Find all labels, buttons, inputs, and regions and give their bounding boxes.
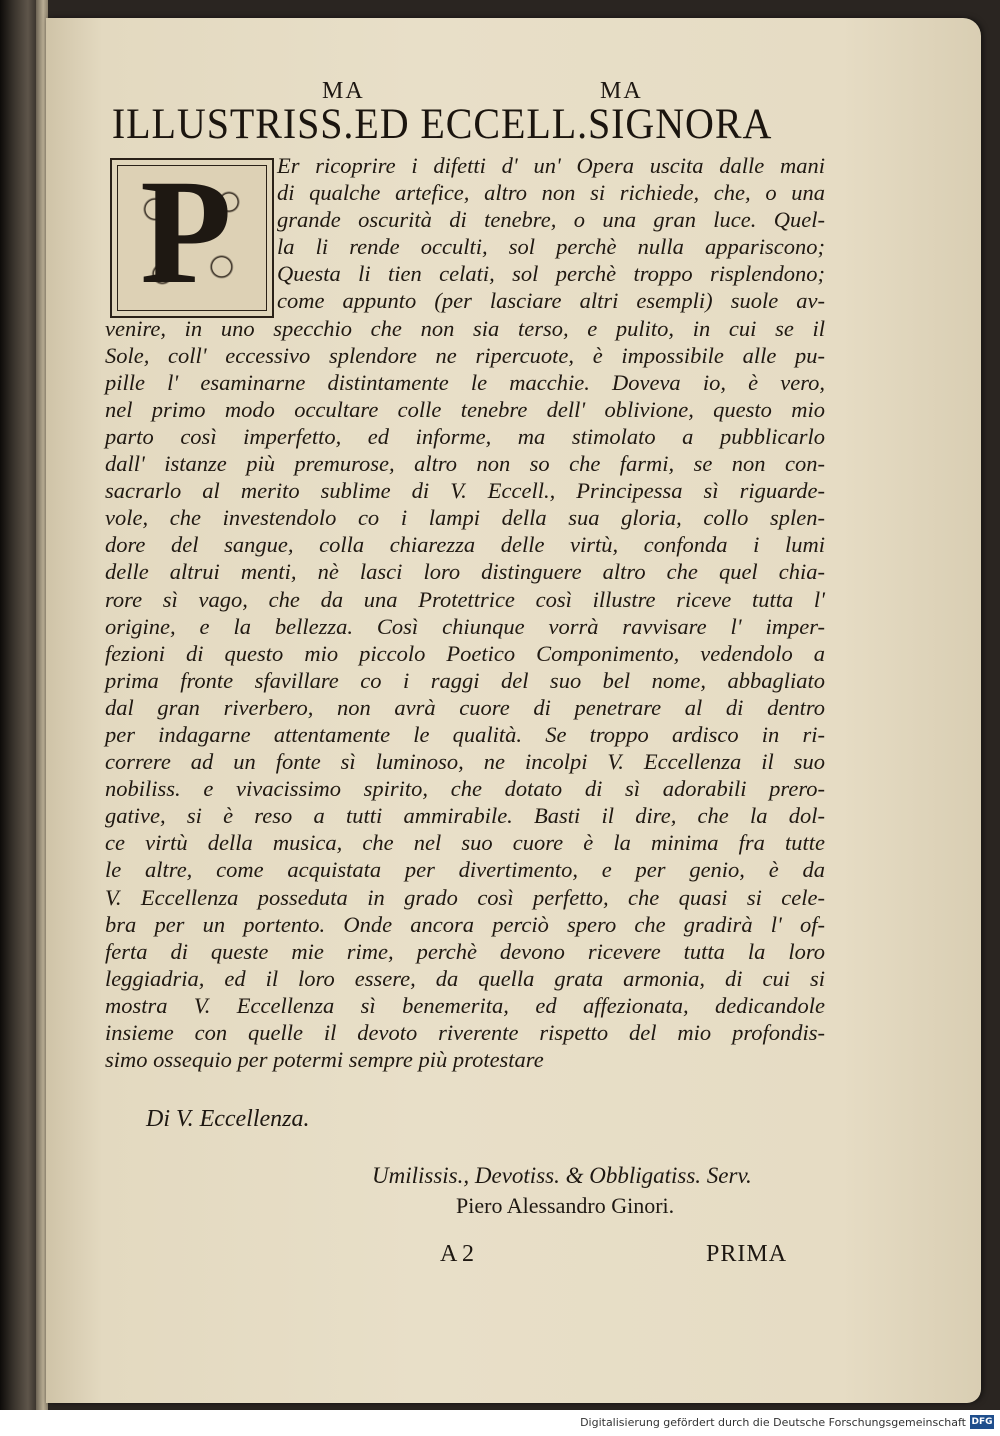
text-line: rore sì vago, che da una Protettrice così illustre riceve tutta l': [105, 586, 825, 612]
dfg-logo: DFG: [971, 1417, 993, 1427]
text-line: correre ad un fonte sì luminoso, ne incolpi V. Eccellenza il suo: [105, 749, 825, 775]
text-line: le altre, come acquistata per divertimento, e per genio, è da: [105, 857, 825, 883]
text-line: ce virtù della musica, che nel suo cuore è la minima fra tutte: [105, 830, 825, 856]
text-line: bra per un portento. Onde ancora perciò spero che gradirà l' of-: [105, 911, 825, 937]
text-line: di qualche artefice, altro non si richiede, che, o una: [277, 180, 825, 206]
signature-name: Piero Alessandro Ginori.: [456, 1193, 675, 1218]
page-title: ILLUSTRISS.ED ECCELL.SIGNORA: [111, 101, 773, 148]
text-line: nel primo modo occultare colle tenebre dell' oblivione, questo mio: [105, 396, 825, 422]
text-line: V. Eccellenza posseduta in grado così perfetto, che quasi si cele-: [105, 884, 825, 910]
text-line: per indagarne attentamente le qualità. Se troppo ardisco in ri-: [105, 721, 825, 747]
text-line: delle altrui menti, nè lasci loro distinguere altro che quel chia-: [105, 559, 825, 585]
text-line: prima fronte sfavillare co i raggi del suo bel nome, abbagliato: [105, 667, 825, 693]
text-line: venire, in uno specchio che non sia terso, e pulito, in cui se il: [105, 315, 825, 341]
text-line: gative, si è reso a tutti ammirabile. Basti il dire, che la dol-: [105, 803, 825, 829]
text-line: insieme con quelle il devoto riverente rispetto del mio profondis-: [105, 1020, 825, 1045]
funding-credit: Digitalisierung gefördert durch die Deutsche Forschungsgemeinschaft: [580, 1416, 966, 1429]
dedication-text: [105, 149, 825, 1073]
book-binding: [0, 0, 40, 1410]
text-line: leggiadria, ed il loro essere, da quella grata armonia, di cui si: [105, 965, 825, 991]
catchword: PRIMA: [706, 1241, 788, 1267]
text-line: vole, che investendolo co i lampi della sua gloria, collo splen-: [105, 505, 825, 531]
initial-letter: P: [140, 149, 232, 315]
text-line: Er ricoprire i difetti d' un' Opera uscita dalle mani: [277, 153, 825, 178]
superscript-left: MA: [322, 78, 365, 104]
text-line: fezioni di questo mio piccolo Poetico Componimento, vedendolo a: [105, 640, 825, 666]
signature-titles: Umilissis., Devotiss. & Obbligatiss. Serv.: [372, 1163, 752, 1188]
text-line: la li rende occulti, sol perchè nulla appariscono;: [277, 234, 825, 260]
text-line: dore del sangue, colla chiarezza delle virtù, confonda i lumi: [105, 532, 825, 558]
text-line: mostra V. Eccellenza sì benemerita, ed affezionata, dedicandole: [105, 992, 825, 1018]
text-line: Questa li tien celati, sol perchè troppo risplendono;: [277, 261, 825, 287]
text-line: simo ossequio per potermi sempre più protestare: [105, 1047, 544, 1073]
text-line: pille l' esaminarne distintamente le macchie. Doveva io, è vero,: [105, 369, 825, 395]
text-line: grande oscurità di tenebre, o una gran luce. Quel-: [277, 207, 825, 233]
closing-salutation: Di V. Eccellenza.: [146, 1106, 310, 1132]
text-line: come appunto (per lasciare altri esempli) suole av-: [277, 288, 825, 314]
text-line: dall' istanze più premurose, altro non so che farmi, se non con-: [105, 451, 825, 477]
text-line: dal gran riverbero, non avrà cuore di penetrare al di dentro: [105, 694, 825, 720]
text-line: ferta di queste mie rime, perchè devono ricevere tutta la loro: [105, 938, 825, 964]
text-line: sacrarlo al merito sublime di V. Eccell., Principessa sì riguarde-: [105, 478, 825, 504]
signature-mark: A 2: [440, 1241, 475, 1267]
text-line: nobiliss. e vivacissimo spirito, che dotato di sì adorabili prero-: [105, 776, 825, 802]
text-line: origine, e la bellezza. Così chiunque vorrà ravvisare l' imper-: [105, 613, 825, 639]
text-line: Sole, coll' eccessivo splendore ne ripercuote, è impossibile alle pu-: [105, 342, 825, 368]
text-line: parto così imperfetto, ed informe, ma stimolato a pubblicarlo: [105, 423, 825, 449]
digitization-footer: [0, 1410, 1000, 1436]
superscript-right: MA: [600, 78, 643, 104]
